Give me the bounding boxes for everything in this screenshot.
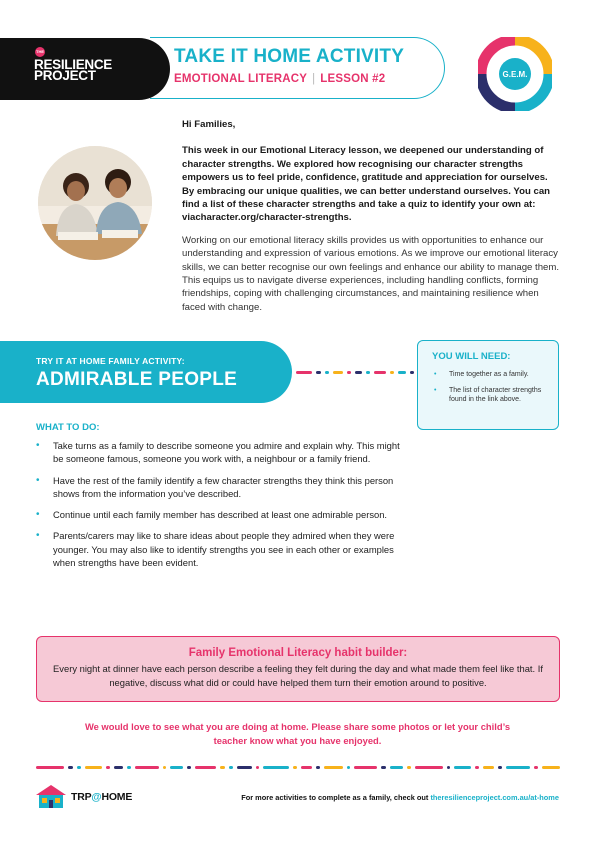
subject-label: EMOTIONAL LITERACY [174, 73, 308, 85]
gem-badge-logo [478, 37, 552, 111]
house-icon [34, 783, 68, 809]
footer-note-text: For more activities to complete as a family, check out [241, 793, 431, 802]
page-title: TAKE IT HOME ACTIVITY [174, 46, 405, 67]
list-item: • The list of character strengths found in the link above. [432, 386, 546, 405]
habit-builder-text: Every night at dinner have each person describe a feeling they felt during the day and what made them feel like that. If negative, discuss what did or could have helped them turn their emotion around to positive. [53, 663, 543, 688]
trp-at-home-logo [71, 791, 132, 803]
lesson-label: LESSON #2 [320, 73, 386, 85]
list-item: • Time together as a family. [432, 370, 546, 380]
activity-title: ADMIRABLE PEOPLE [36, 369, 238, 390]
you-will-need-box [417, 340, 559, 430]
what-to-do-list [36, 439, 401, 577]
activity-kicker: TRY IT AT HOME FAMILY ACTIVITY: [36, 356, 185, 366]
what-to-do-title: WHAT TO DO: [36, 422, 100, 433]
page-subtitle [174, 73, 385, 85]
brand-line-1: RESILIENCE [34, 57, 113, 72]
gem-center-text: G.E.M. [502, 70, 528, 79]
greeting: Hi Families, [182, 119, 236, 130]
logo-text-at: @ [91, 791, 102, 803]
divider-dashes-top [296, 371, 414, 374]
divider-dashes-bottom [36, 766, 560, 769]
list-item: • Parents/carers may like to share ideas about people they admired when they were younger. You may also like to identify strengths you see in each other or examples when strengths have been evident. [36, 529, 401, 569]
you-will-need-list [432, 370, 546, 405]
intro-body: Working on our emotional literacy skills provides us with opportunities to enhance our understanding and expression of various emotions. As we improve our emotional literacy skills, we can better recognise our own feelings and enhance our ability to manage them. This equips us to navigate diverse experiences, including handling conflicts, forming friendships, coping with challenging circumstances, and maintaining resilience when faced with change. [182, 234, 560, 313]
subtitle-separator: | [312, 73, 316, 85]
brand-the-dot: THE [35, 47, 45, 57]
you-will-need-title: YOU WILL NEED: [432, 351, 511, 362]
list-item: • Take turns as a family to describe someone you admire and explain why. This might be someone famous, someone you work with, a neighbour or a family friend. [36, 439, 401, 466]
footer-note [241, 793, 559, 802]
logo-text-home: HOME [101, 791, 133, 803]
habit-builder-title: Family Emotional Literacy habit builder: [188, 647, 408, 659]
logo-text-trp: TRP [71, 791, 92, 803]
footer-link[interactable]: theresilienceproject.com.au/at-home [430, 793, 559, 802]
share-message: We would love to see what you are doing at home. Please share some photos or let your child’s teacher know what you have enjoyed. [84, 721, 511, 746]
brand-line-2: PROJECT [34, 68, 96, 83]
list-item: • Continue until each family member has described at least one admirable person. [36, 508, 401, 521]
habit-builder-box [36, 636, 560, 702]
list-item: • Have the rest of the family identify a few character strengths they think this person shows from the information you’ve described. [36, 474, 401, 501]
children-photo [38, 146, 152, 260]
intro-section [182, 118, 562, 314]
intro-summary: This week in our Emotional Literacy lesson, we deepened our understanding of character strengths. We explored how recognising our character strengths empowers us to feel pride, confidence, gratitude and appreciation for ourselves. By embracing our unique qualities, we can better understand ourselves. You can find a list of these character strengths and take a quiz to identify your own at: viacharacter.org/character-strengths. [182, 145, 551, 224]
